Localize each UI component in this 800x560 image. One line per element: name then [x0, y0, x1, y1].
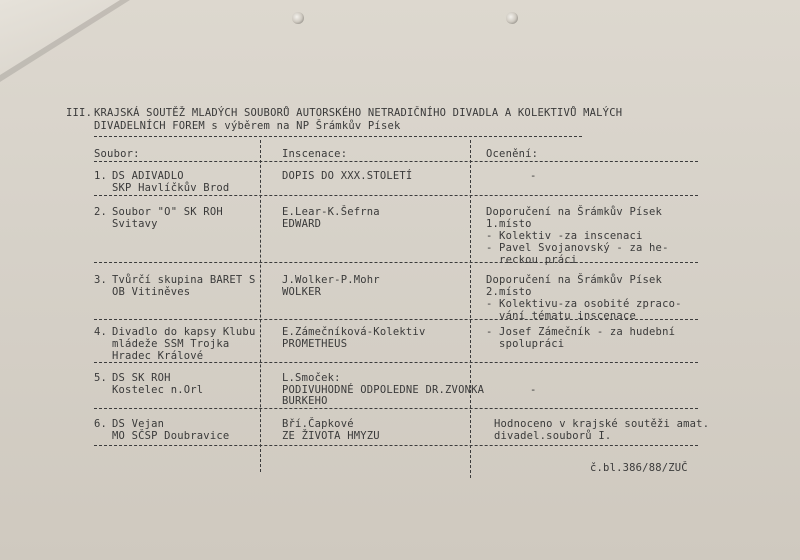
row-5-inscenace-line-3: BURKEHO [282, 395, 328, 407]
row-rule-5 [94, 408, 698, 409]
row-2-oceneni-line-2: 1.místo [486, 218, 532, 230]
column-header-oceneni: Ocenění: [486, 148, 539, 160]
column-divider-2 [470, 140, 471, 478]
document-reference-number: č.bl.386/88/ZUČ [590, 462, 688, 474]
row-6-inscenace-line-2: ZE ŽIVOTA HMYZU [282, 430, 380, 442]
row-6-oceneni-line-2: divadel.souborů I. [494, 430, 612, 442]
row-5-inscenace-line-1: L.Smoček: [282, 372, 341, 384]
row-2-number: 2. [94, 206, 108, 218]
row-6-soubor-line-1: DS Vejan [112, 418, 165, 430]
row-3-oceneni-line-1: Doporučení na Šrámkův Písek [486, 274, 663, 286]
row-3-soubor-line-2: OB Vitiněves [112, 286, 191, 298]
row-2-oceneni-line-5: reckou práci [486, 254, 578, 266]
row-4-soubor-line-2: mládeže SSM Trojka [112, 338, 230, 350]
row-2-soubor-line-2: Svitavy [112, 218, 158, 230]
row-2-oceneni-line-1: Doporučení na Šrámkův Písek [486, 206, 663, 218]
row-6-oceneni-line-1: Hodnoceno v krajské soutěži amat. [494, 418, 710, 430]
row-3-oceneni-line-3: - Kolektivu-za osobité zpraco- [486, 298, 682, 310]
row-1-oceneni-line-1: - [530, 170, 537, 182]
row-3-number: 3. [94, 274, 108, 286]
row-rule-4 [94, 362, 698, 363]
row-5-soubor-line-2: Kostelec n.Orl [112, 384, 204, 396]
row-2-soubor-line-1: Soubor "O" SK ROH [112, 206, 223, 218]
row-3-soubor-line-1: Tvůrčí skupina BARET S [112, 274, 256, 286]
row-1-soubor-line-2: SKP Havlíčkův Brod [112, 182, 230, 194]
heading-line-2: DIVADELNÍCH FOREM s výběrem na NP Šrámkův Písek [94, 120, 401, 132]
row-2-inscenace-line-2: EDWARD [282, 218, 322, 230]
row-1-inscenace-line-1: DOPIS DO XXX.STOLETÍ [282, 170, 413, 182]
row-4-inscenace-line-1: E.Zámečníková-Kolektiv [282, 326, 426, 338]
row-6-number: 6. [94, 418, 108, 430]
punch-hole-right [506, 12, 518, 24]
row-3-oceneni-line-2: 2.místo [486, 286, 532, 298]
row-rule-2 [94, 262, 698, 263]
header-rule [94, 161, 698, 162]
row-2-oceneni-line-3: - Kolektiv -za inscenaci [486, 230, 643, 242]
row-5-number: 5. [94, 372, 108, 384]
row-4-oceneni-line-1: - Josef Zámečník - za hudební [486, 326, 676, 338]
row-3-inscenace-line-2: WOLKER [282, 286, 322, 298]
row-3-oceneni-line-4: vání tématu inscenace [486, 310, 636, 322]
row-5-inscenace-line-2: PODIVUHODNÉ ODPOLEDNE DR.ZVONKA [282, 384, 485, 396]
row-2-oceneni-line-4: - Pavel Svojanovský - za he- [486, 242, 669, 254]
row-rule-6 [94, 445, 698, 446]
column-header-soubor: Soubor: [94, 148, 140, 160]
row-2-inscenace-line-1: E.Lear-K.Šefrna [282, 206, 380, 218]
row-4-number: 4. [94, 326, 108, 338]
row-1-soubor-line-1: DS ADIVADLO [112, 170, 184, 182]
row-5-soubor-line-1: DS SK ROH [112, 372, 171, 384]
column-divider-1 [260, 140, 261, 472]
row-6-inscenace-line-1: Bří.Čapkové [282, 418, 354, 430]
heading-line-1: KRAJSKÁ SOUTĚŽ MLADÝCH SOUBORŮ AUTORSKÉHO NETRADIČNÍHO DIVADLA A KOLEKTIVŮ MALÝCH [94, 107, 623, 119]
row-4-oceneni-line-2: spolupráci [486, 338, 565, 350]
row-4-inscenace-line-2: PROMETHEUS [282, 338, 348, 350]
heading-number: III. [66, 107, 93, 119]
row-4-soubor-line-3: Hradec Králové [112, 350, 204, 362]
row-4-soubor-line-1: Divadlo do kapsy Klubu [112, 326, 256, 338]
heading-rule [94, 136, 582, 137]
row-3-inscenace-line-1: J.Wolker-P.Mohr [282, 274, 380, 286]
row-5-oceneni-line-1: - [530, 384, 537, 396]
row-rule-1 [94, 195, 698, 196]
punch-hole-left [292, 12, 304, 24]
row-1-number: 1. [94, 170, 108, 182]
column-header-inscenace: Inscenace: [282, 148, 348, 160]
row-6-soubor-line-2: MO SČSP Doubravice [112, 430, 230, 442]
